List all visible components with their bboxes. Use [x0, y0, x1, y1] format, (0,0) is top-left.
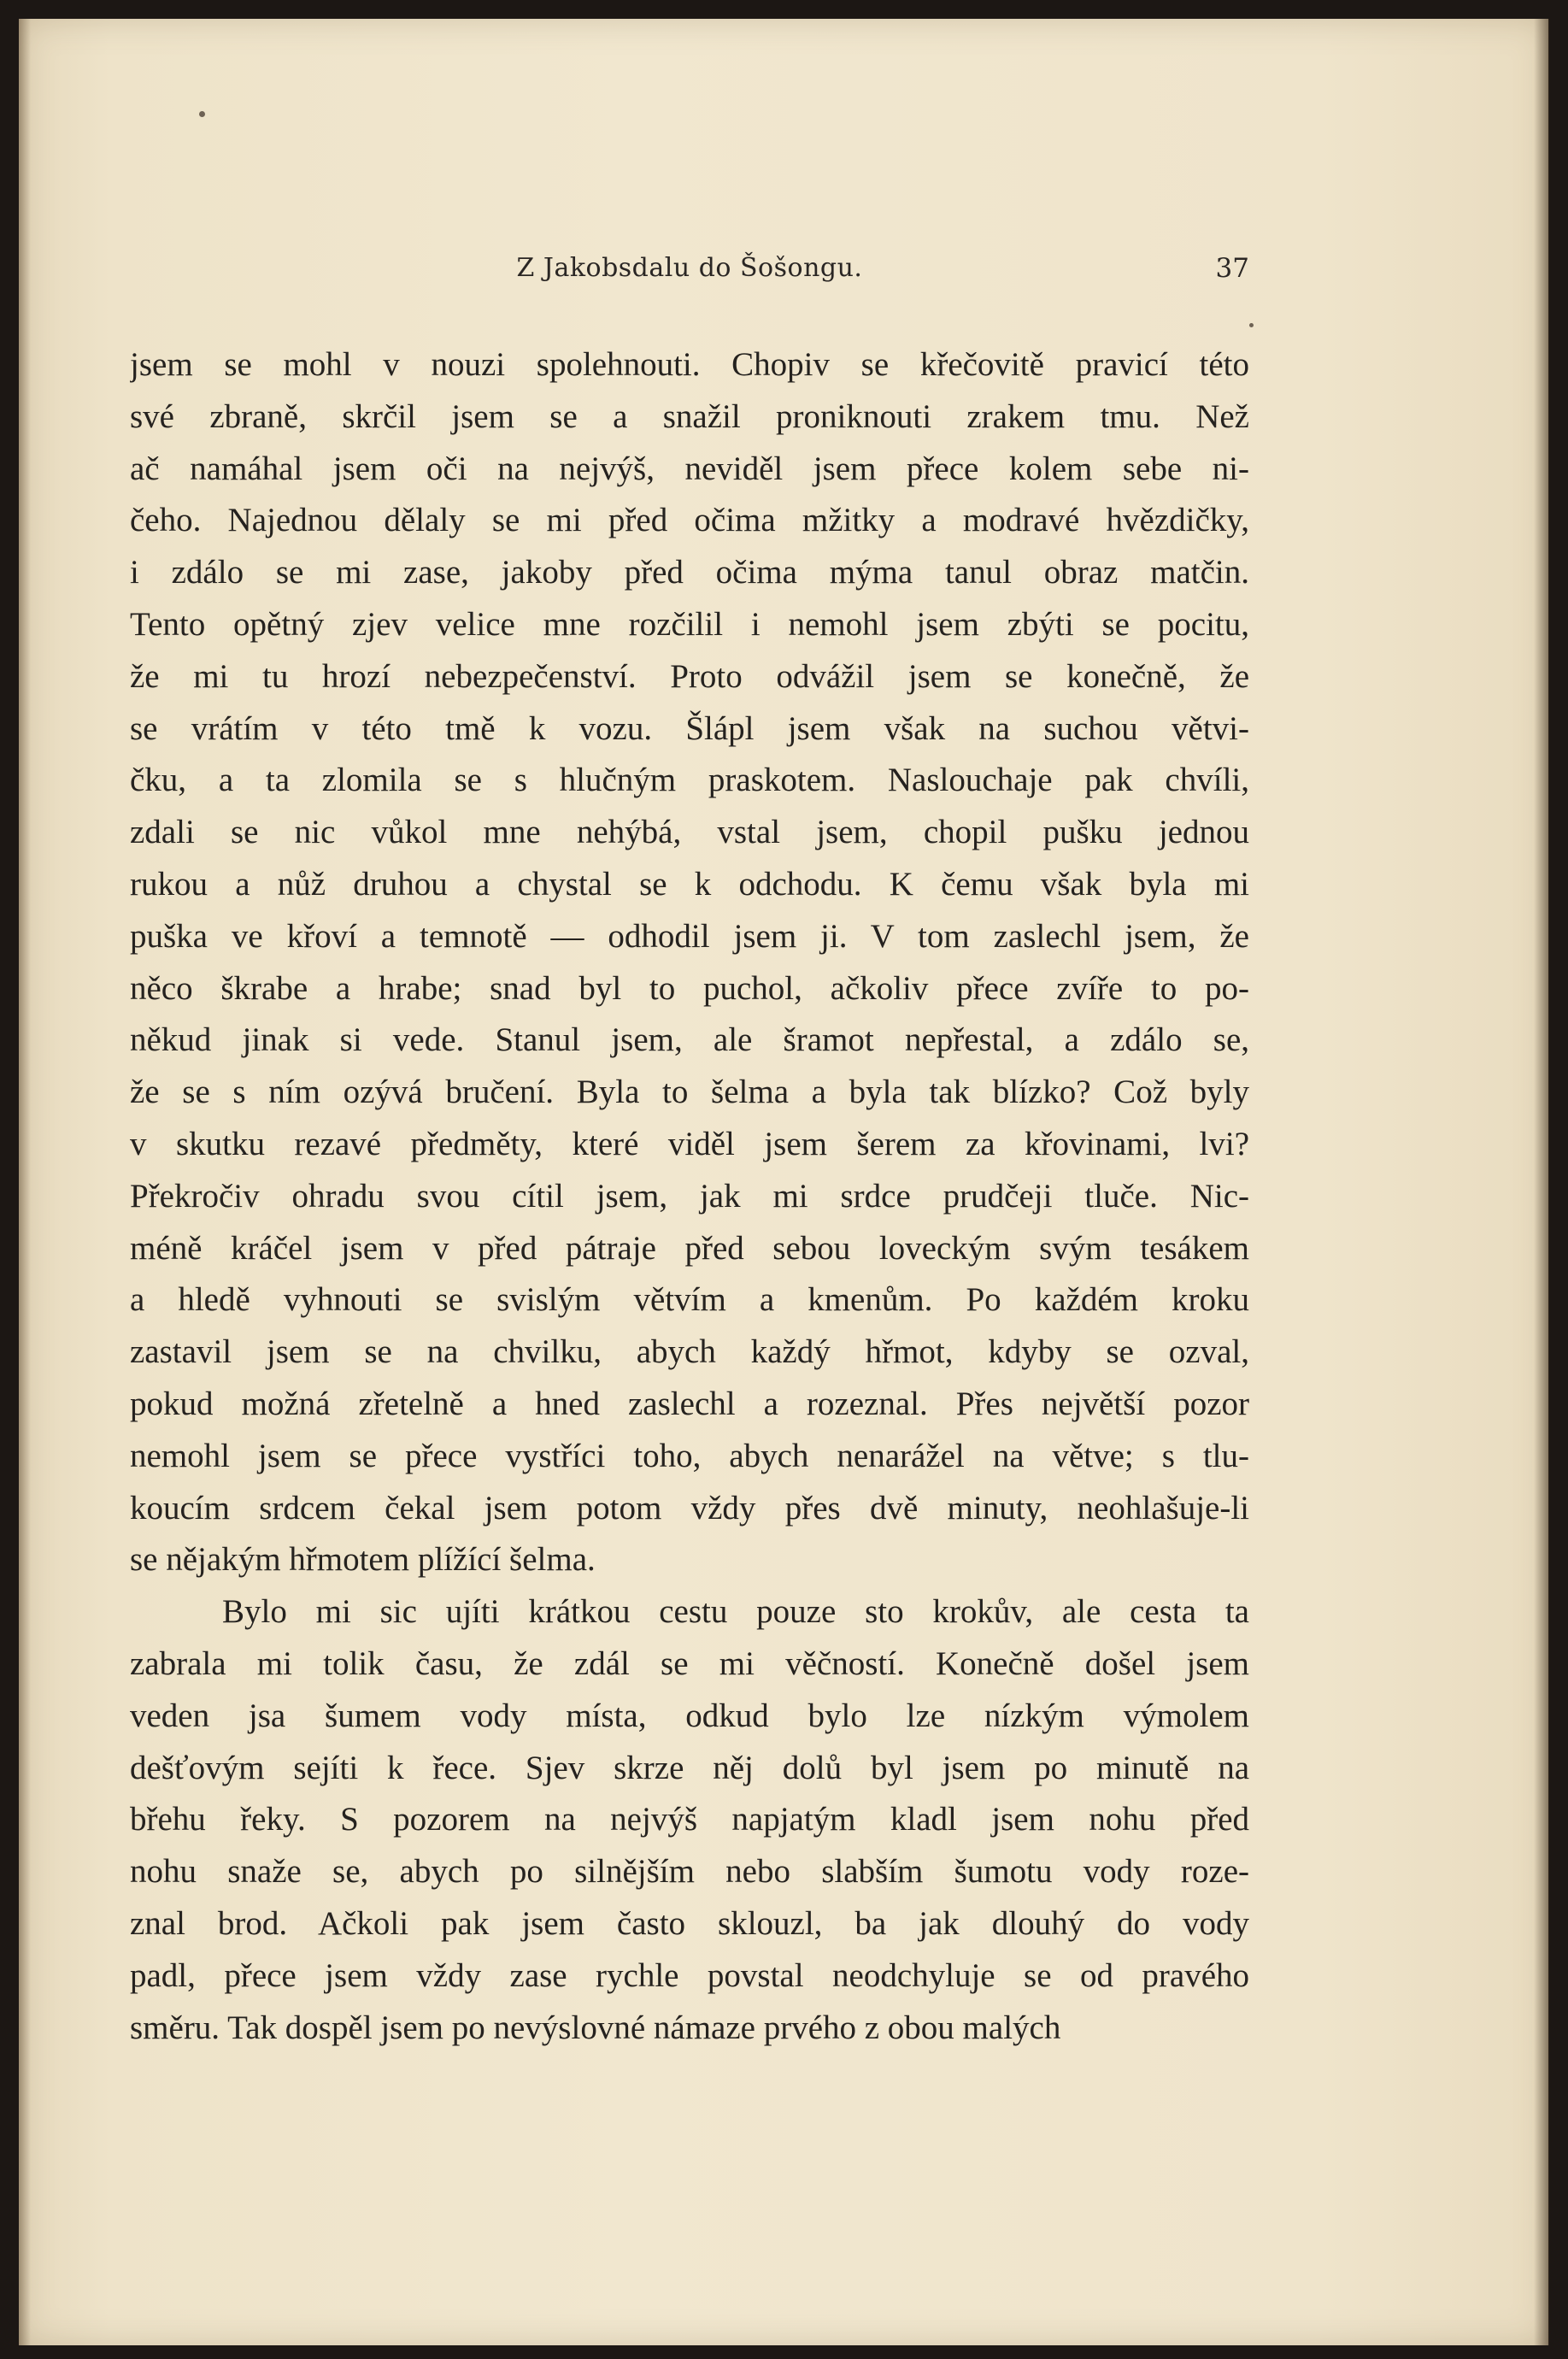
page-shadow-right	[1534, 19, 1549, 2345]
text-line: čku, a ta zlomila se s hlučným praskotem. Naslouchaje pak chvíli,	[130, 762, 1249, 799]
text-line: rukou a nůž druhou a chystal se k odchodu. K čemu však byla mi	[130, 865, 1249, 903]
text-line: své zbraně, skrčil jsem se a snažil proniknouti zrakem tmu. Než	[130, 397, 1249, 435]
text-line: koucím srdcem čekal jsem potom vždy přes dvě minuty, neohlašuje-li	[130, 1489, 1249, 1527]
text-line: zastavil jsem se na chvilku, abych každý hřmot, kdyby se ozval,	[130, 1333, 1249, 1371]
text-line: dešťovým sejíti k řece. Sjev skrze něj dolů byl jsem po minutě na	[130, 1749, 1249, 1786]
text-line: padl, přece jsem vždy zase rychle povstal neodchyluje se od pravého	[130, 1956, 1249, 1994]
text-line: nohu snaže se, abych po silnějším nebo slabším šumotu vody roze-	[130, 1853, 1249, 1891]
text-line: nemohl jsem se přece vystříci toho, abych nenarážel na větve; s tlu-	[130, 1437, 1249, 1474]
page-shadow-left	[19, 19, 31, 2345]
text-line: břehu řeky. S pozorem na nejvýš napjatým kladl jsem nohu před	[130, 1801, 1249, 1838]
text-line: pokud možná zřetelně a hned zaslechl a rozeznal. Přes největší pozor	[130, 1385, 1249, 1422]
text-line: čeho. Najednou dělaly se mi před očima mžitky a modravé hvězdičky,	[130, 502, 1249, 539]
text-line: něco škrabe a hrabe; snad byl to puchol, ačkoliv přece zvíře to po-	[130, 969, 1249, 1007]
text-line: někud jinak si vede. Stanul jsem, ale šramot nepřestal, a zdálo se,	[130, 1021, 1249, 1059]
body-text	[130, 339, 1249, 2054]
text-line: veden jsa šumem vody místa, odkud bylo lze nízkým výmolem	[130, 1697, 1249, 1734]
text-line: zabrala mi tolik času, že zdál se mi věčností. Konečně došel jsem	[130, 1644, 1249, 1682]
text-line: že se s ním ozývá bručení. Byla to šelma a byla tak blízko? Což byly	[130, 1074, 1249, 1111]
text-line: i zdálo se mi zase, jakoby před očima mýma tanul obraz matčin.	[130, 554, 1249, 591]
text-line: ač namáhal jsem oči na nejvýš, neviděl jsem přece kolem sebe ni-	[130, 450, 1249, 487]
text-line: že mi tu hrozí nebezpečenství. Proto odvážil jsem se konečně, že	[130, 657, 1249, 695]
running-head: Z Jakobsdalu do Šošongu.	[516, 253, 863, 283]
text-line: zdali se nic vůkol mne nehýbá, vstal jsem, chopil pušku jednou	[130, 814, 1249, 851]
text-line: méně kráčel jsem v před pátraje před sebou loveckým svým tesákem	[130, 1229, 1249, 1267]
text-line: puška ve křoví a temnotě — odhodil jsem ji. V tom zaslechl jsem, že	[130, 917, 1249, 955]
text-line: Překročiv ohradu svou cítil jsem, jak mi srdce prudčeji tluče. Nic-	[130, 1177, 1249, 1215]
text-line: Bylo mi sic ujíti krátkou cestu pouze sto krokův, ale cesta ta	[222, 1593, 1249, 1631]
text-line: a hledě vyhnouti se svislým větvím a kmenům. Po každém kroku	[130, 1281, 1249, 1319]
text-line: znal brod. Ačkoli pak jsem často sklouzl, ba jak dlouhý do vody	[130, 1904, 1249, 1942]
page-header	[130, 253, 1249, 294]
text-line: v skutku rezavé předměty, které viděl jsem šerem za křovinami, lvi?	[130, 1125, 1249, 1162]
text-line: jsem se mohl v nouzi spolehnouti. Chopiv se křečovitě pravicí této	[130, 346, 1249, 383]
text-line: směru. Tak dospěl jsem po nevýslovné námaze prvého z obou malých	[130, 2009, 1061, 2046]
paragraph	[130, 339, 1249, 1586]
paper-speck	[1249, 323, 1254, 327]
paragraph	[130, 1586, 1249, 2054]
paper-speck	[199, 111, 205, 117]
text-line: se nějakým hřmotem plížící šelma.	[130, 1541, 596, 1579]
page-number: 37	[1215, 253, 1249, 284]
text-line: Tento opětný zjev velice mne rozčilil i nemohl jsem zbýti se pocitu,	[130, 605, 1249, 643]
text-line: se vrátím v této tmě k vozu. Šlápl jsem však na suchou větvi-	[130, 709, 1249, 747]
